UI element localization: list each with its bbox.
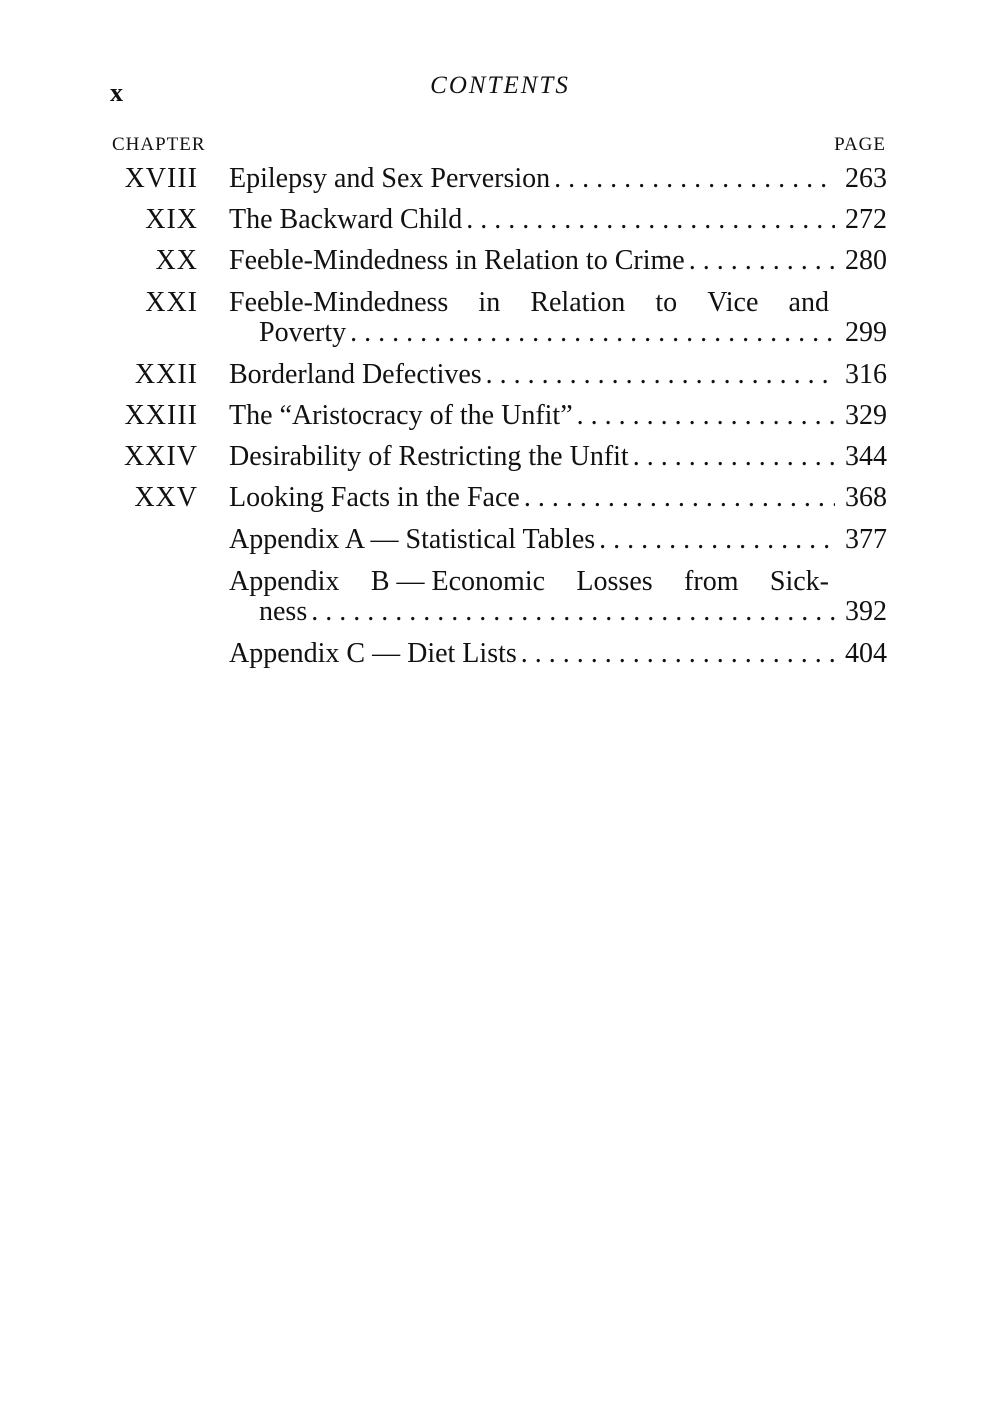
title-word: from — [684, 566, 739, 597]
page-ref: 404 — [845, 638, 887, 669]
page-ref: 280 — [845, 245, 887, 276]
dot-leader — [466, 204, 835, 235]
page-ref: 299 — [845, 317, 887, 348]
page-ref: 344 — [845, 441, 887, 472]
page-ref: 377 — [845, 524, 887, 555]
toc-line — [229, 163, 887, 194]
page-number: x — [110, 78, 123, 107]
toc-line-continuation — [259, 596, 887, 627]
title-word: Feeble-Mindedness — [229, 287, 449, 318]
appendix-title: Appendix A — Statistical Tables — [229, 524, 596, 555]
title-word: Sick- — [769, 566, 829, 597]
title-word: Vice — [707, 287, 759, 318]
chapter-column-header: CHAPTER — [112, 134, 206, 155]
chapter-number: XXI — [145, 287, 198, 318]
dot-leader — [633, 441, 835, 472]
title-word: Appendix — [229, 566, 340, 597]
toc-line — [229, 441, 887, 472]
running-head: CONTENTS — [430, 72, 570, 99]
chapter-title: Feeble-Mindedness in Relation to Crime — [229, 245, 685, 276]
chapter-title: Borderland Defectives — [229, 359, 482, 390]
chapter-number: XIX — [145, 204, 198, 235]
toc-line — [229, 245, 887, 276]
page-ref: 263 — [845, 163, 887, 194]
dot-leader — [689, 245, 835, 276]
toc-line — [229, 638, 887, 669]
dot-leader — [524, 482, 835, 513]
appendix-title-continuation: ness — [259, 596, 308, 627]
toc-line — [229, 204, 887, 235]
title-word: B — Economic — [370, 566, 546, 597]
toc-line — [229, 400, 887, 431]
title-word: Losses — [576, 566, 653, 597]
chapter-title: Looking Facts in the Face — [229, 482, 520, 513]
page-column-header: PAGE — [834, 134, 886, 155]
page-ref: 272 — [845, 204, 887, 235]
toc-line — [229, 287, 829, 318]
toc-line-continuation — [259, 317, 887, 348]
dot-leader — [486, 359, 835, 390]
page-ref: 316 — [845, 359, 887, 390]
page-ref: 368 — [845, 482, 887, 513]
page-ref: 329 — [845, 400, 887, 431]
dot-leader — [554, 163, 835, 194]
chapter-title-continuation: Poverty — [259, 317, 347, 348]
appendix-title: Appendix C — Diet Lists — [229, 638, 517, 669]
title-word: Relation — [530, 287, 626, 318]
chapter-title: Epilepsy and Sex Perversion — [229, 163, 551, 194]
dot-leader — [521, 638, 835, 669]
title-word: and — [788, 287, 829, 318]
toc-line — [229, 482, 887, 513]
chapter-title: Desirability of Restricting the Unfit — [229, 441, 629, 472]
chapter-number: XXIII — [124, 400, 198, 431]
toc-line — [229, 524, 887, 555]
page-ref: 392 — [845, 596, 887, 627]
chapter-number: XVIII — [124, 163, 198, 194]
chapter-number: XX — [155, 245, 198, 276]
toc-line — [229, 359, 887, 390]
toc-line — [229, 566, 829, 597]
chapter-number: XXV — [134, 482, 198, 513]
chapter-title: The “Aristocracy of the Unfit” — [229, 400, 573, 431]
dot-leader — [311, 596, 835, 627]
title-word: in — [478, 287, 501, 318]
chapter-number: XXIV — [124, 441, 198, 472]
chapter-number: XXII — [134, 359, 198, 390]
dot-leader — [350, 317, 835, 348]
chapter-title: The Backward Child — [229, 204, 463, 235]
dot-leader — [577, 400, 835, 431]
dot-leader — [599, 524, 835, 555]
title-word: to — [655, 287, 678, 318]
